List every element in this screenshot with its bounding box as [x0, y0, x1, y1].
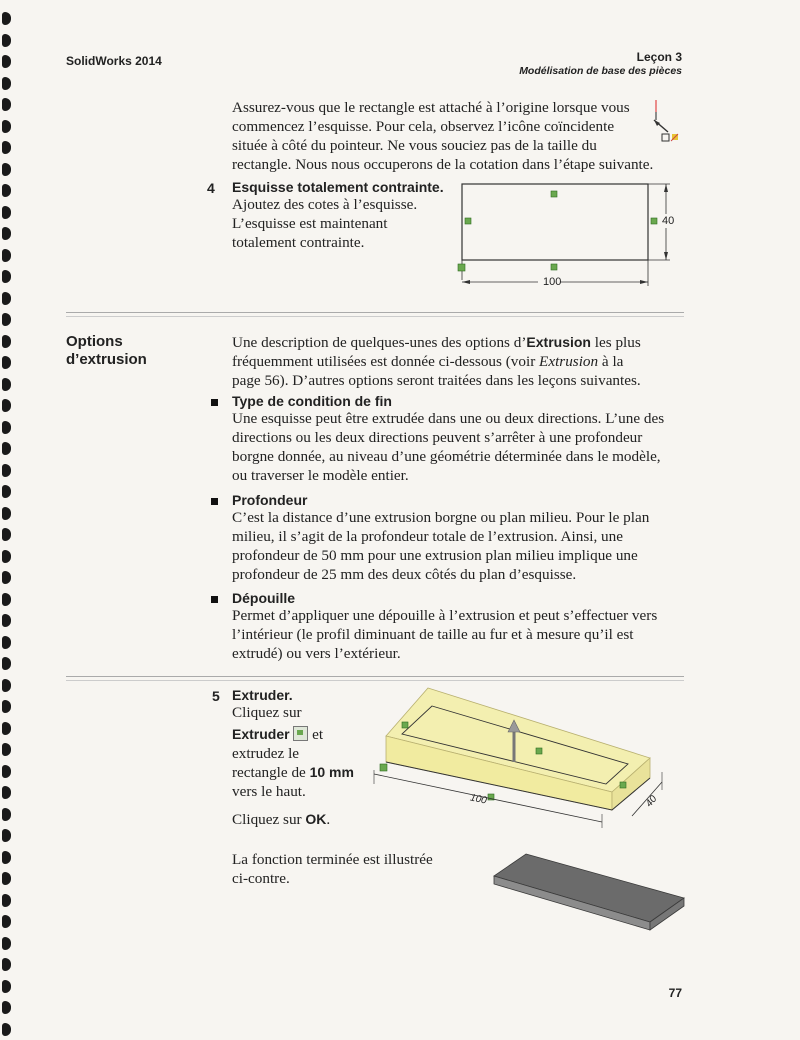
binding-ring	[2, 77, 11, 90]
step-title: Esquisse totalement contrainte.	[232, 179, 444, 195]
binding-ring	[2, 227, 11, 240]
binding-ring	[2, 657, 11, 670]
bullet-title: Type de condition de fin	[232, 393, 392, 409]
binding-ring	[2, 206, 11, 219]
binding-ring	[2, 335, 11, 348]
binding-ring	[2, 636, 11, 649]
text-line: rectangle. Nous nous occuperons de la cotation dans l’étape suivante.	[232, 156, 654, 173]
binding-ring	[2, 958, 11, 971]
binding-ring	[2, 679, 11, 692]
binding-ring	[2, 485, 11, 498]
text-line: Ajoutez des cotes à l’esquisse.	[232, 196, 418, 213]
step4-text	[232, 179, 444, 252]
binding-ring	[2, 421, 11, 434]
binding-ring	[2, 55, 11, 68]
text-line: commencez l’esquisse. Pour cela, observez l’icône coïncidente	[232, 118, 615, 135]
binding-ring	[2, 378, 11, 391]
spiral-binding	[0, 0, 18, 1040]
binding-ring	[2, 571, 11, 584]
bullet-title: Profondeur	[232, 492, 308, 508]
binding-ring	[2, 1023, 11, 1036]
bullet-title: Dépouille	[232, 590, 296, 606]
bullet-end-condition: Type de condition de fin Une esquisse peut être extrudée dans une ou deux directions. L’une des directions ou les deux directions peuvent s’arrêter à une profondeur borgne donnée, au niveau d’une géométrie déterminée dans le modèle, ou traverser le modèle entier.	[232, 393, 692, 485]
binding-ring	[2, 442, 11, 455]
binding-ring	[2, 464, 11, 477]
section-title: Options d’extrusion	[66, 333, 147, 368]
horizontal-relation-icon	[551, 191, 557, 197]
binding-ring	[2, 399, 11, 412]
binding-ring	[2, 507, 11, 520]
dimension-height: 40	[662, 215, 675, 227]
extrude-depth-value: 10 mm	[309, 764, 354, 780]
dimension-width: 100	[543, 276, 562, 288]
binding-ring	[2, 528, 11, 541]
text-line: Assurez-vous que le rectangle est attaché à l’origine lorsque vous	[232, 99, 630, 116]
lesson-number: Leçon 3	[636, 50, 682, 64]
finished-solid-figure	[490, 850, 690, 932]
binding-ring	[2, 915, 11, 928]
step-number: 4	[207, 180, 215, 196]
constrained-sketch-figure	[452, 180, 684, 296]
binding-ring	[2, 722, 11, 735]
intro-paragraph	[232, 98, 692, 174]
lesson-subtitle: Modélisation de base des pièces	[519, 65, 682, 77]
binding-ring	[2, 980, 11, 993]
binding-ring	[2, 937, 11, 950]
dimension-100-label: 100	[469, 792, 488, 807]
book-title: SolidWorks 2014	[66, 54, 162, 68]
binding-ring	[2, 550, 11, 563]
lesson-header	[519, 50, 682, 78]
step-number: 5	[212, 688, 220, 704]
binding-ring	[2, 120, 11, 133]
final-caption: La fonction terminée est illustrée ci-contre.	[232, 851, 433, 887]
step-title: Extruder.	[232, 687, 293, 703]
binding-ring	[2, 141, 11, 154]
binding-ring	[2, 743, 11, 756]
binding-ring	[2, 34, 11, 47]
bullet-icon	[211, 596, 218, 603]
coincident-relation-icon	[458, 264, 465, 271]
binding-ring	[2, 700, 11, 713]
extruder-tool-icon	[293, 726, 308, 741]
text-line: totalement contrainte.	[232, 234, 365, 251]
binding-ring	[2, 593, 11, 606]
binding-ring	[2, 249, 11, 262]
binding-ring	[2, 851, 11, 864]
binding-ring	[2, 270, 11, 283]
section-intro: Une description de quelques-unes des options d’Extrusion les plus fréquemment utilisées est donnée ci-dessous (voir Extrusion à la page 56). D’autres options seront traitées dans les leçons suivantes.	[232, 334, 641, 389]
extruder-command: Extruder	[232, 726, 290, 742]
binding-ring	[2, 98, 11, 111]
extrusion-keyword: Extrusion	[526, 334, 591, 350]
section-divider	[66, 676, 684, 681]
vertical-relation-icon	[465, 218, 471, 224]
binding-ring	[2, 765, 11, 778]
binding-ring	[2, 163, 11, 176]
bullet-icon	[211, 399, 218, 406]
binding-ring	[2, 872, 11, 885]
extrusion-preview-figure	[340, 686, 672, 830]
section-divider	[66, 312, 684, 317]
binding-ring	[2, 1001, 11, 1014]
binding-ring	[2, 829, 11, 842]
binding-ring	[2, 313, 11, 326]
binding-ring	[2, 356, 11, 369]
text-line: située à côté du pointeur. Ne vous souciez pas de la taille du	[232, 137, 597, 154]
dimension-40-label: 40	[643, 793, 660, 810]
binding-ring	[2, 894, 11, 907]
bullet-depth: Profondeur C’est la distance d’une extrusion borgne ou plan milieu. Pour le plan milieu, il s’agit de la profondeur totale de l’extrusion. Ainsi, une profondeur de 50 mm pour une extrusion plan milieu implique une profondeur de 25 mm des deux côtés du plan d’esquisse.	[232, 492, 692, 584]
binding-ring	[2, 292, 11, 305]
bullet-draft: Dépouille Permet d’appliquer une dépouille à l’extrusion et peut s’effectuer vers l’intérieur (le profil diminuant de taille au fur et à mesure qu’il est extrudé) ou vers l’extérieur.	[232, 590, 692, 663]
bullet-icon	[211, 498, 218, 505]
binding-ring	[2, 184, 11, 197]
ok-button-label: OK	[305, 811, 327, 827]
binding-ring	[2, 786, 11, 799]
binding-ring	[2, 614, 11, 627]
coincident-cursor-icon	[640, 98, 690, 148]
binding-ring	[2, 12, 11, 25]
step5-text: Extruder. Cliquez sur Extruder et extrudez le rectangle de 10 mm vers le haut. Cliquez sur OK.	[232, 687, 372, 829]
vertical-relation-icon	[651, 218, 657, 224]
binding-ring	[2, 808, 11, 821]
text-line: L’esquisse est maintenant	[232, 215, 388, 232]
page-number: 77	[668, 986, 682, 1000]
horizontal-relation-icon	[551, 264, 557, 270]
